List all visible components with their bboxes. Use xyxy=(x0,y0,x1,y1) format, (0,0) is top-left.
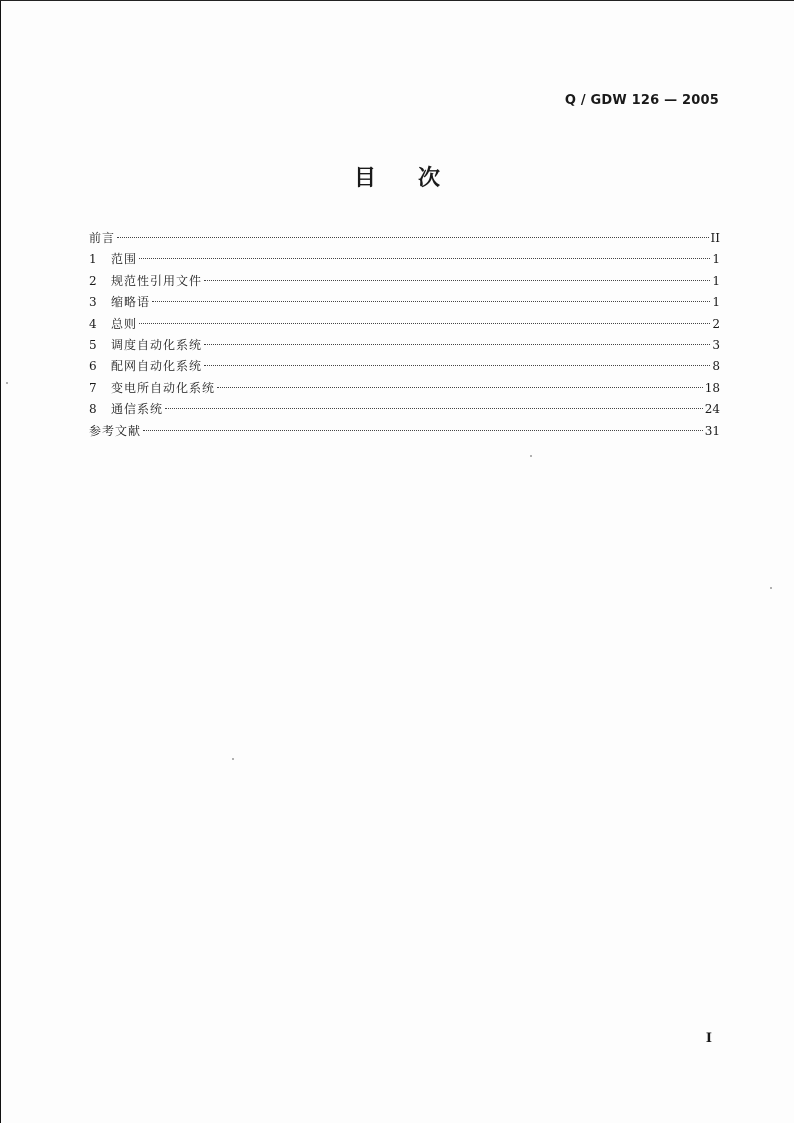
scan-edge-top xyxy=(0,0,794,1)
toc-entry[interactable] xyxy=(89,356,720,377)
toc-leader-dots xyxy=(139,258,710,259)
toc-title-left: 目 xyxy=(353,166,376,191)
toc-entry-label: 缩略语 xyxy=(111,295,151,310)
toc-entry-label: 范围 xyxy=(111,252,138,267)
toc-entry-label: 总则 xyxy=(111,316,138,331)
toc-entry-number: 2 xyxy=(89,273,97,288)
toc-title-right: 次 xyxy=(418,166,441,191)
toc-leader-dots xyxy=(204,365,710,366)
toc-leader-dots xyxy=(117,237,709,238)
toc-entry-page: 24 xyxy=(704,402,720,417)
toc-entry[interactable] xyxy=(89,421,720,442)
toc-entry-number: 4 xyxy=(89,316,97,331)
page-number: I xyxy=(705,1031,712,1046)
toc-entry[interactable] xyxy=(89,314,720,335)
toc-leader-dots xyxy=(204,280,710,281)
toc-entry[interactable] xyxy=(89,292,720,313)
toc-entry-number: 8 xyxy=(89,402,97,417)
toc-entry-page: 8 xyxy=(712,359,720,374)
toc-entry-label: 规范性引用文件 xyxy=(111,273,203,288)
toc-entry[interactable] xyxy=(89,249,720,270)
standard-code: Q / GDW 126 — 2005 xyxy=(564,93,719,108)
toc-entry-page: 1 xyxy=(712,273,720,288)
toc-entry-page: 1 xyxy=(712,295,720,310)
toc-entry-number: 7 xyxy=(89,380,97,395)
scan-speck xyxy=(530,455,532,457)
toc-entry-number: 3 xyxy=(89,295,97,310)
toc-leader-dots xyxy=(143,430,703,431)
scan-speck xyxy=(770,587,772,589)
toc-leader-dots xyxy=(139,323,710,324)
toc-entry-page: 3 xyxy=(712,337,720,352)
toc-title xyxy=(0,161,794,192)
toc-entry-label: 配网自动化系统 xyxy=(111,359,203,374)
toc-entry-number: 6 xyxy=(89,359,97,374)
toc-entry-page: 2 xyxy=(712,316,720,331)
toc-entry-label: 调度自动化系统 xyxy=(111,337,203,352)
toc-leader-dots xyxy=(165,408,703,409)
toc-entry[interactable] xyxy=(89,335,720,356)
toc-leader-dots xyxy=(204,344,710,345)
toc-entry[interactable] xyxy=(89,399,720,420)
toc-entry-label: 通信系统 xyxy=(111,402,164,417)
toc-entry-label: 变电所自动化系统 xyxy=(111,380,216,395)
toc-entry[interactable] xyxy=(89,228,720,249)
toc-entry-page: 1 xyxy=(712,252,720,267)
toc-entry-number: 5 xyxy=(89,337,97,352)
toc-entry-page: II xyxy=(710,231,720,245)
toc-entry-label: 参考文献 xyxy=(89,423,142,438)
scan-speck xyxy=(6,382,8,384)
scan-speck xyxy=(232,758,234,760)
toc-entry-page: 18 xyxy=(704,380,720,395)
toc-leader-dots xyxy=(217,387,703,388)
toc-entry-label: 前言 xyxy=(89,231,116,245)
table-of-contents xyxy=(89,228,720,442)
toc-leader-dots xyxy=(152,301,710,302)
toc-entry-number: 1 xyxy=(89,252,97,267)
toc-entry[interactable] xyxy=(89,378,720,399)
toc-entry[interactable] xyxy=(89,271,720,292)
toc-entry-page: 31 xyxy=(704,423,720,438)
